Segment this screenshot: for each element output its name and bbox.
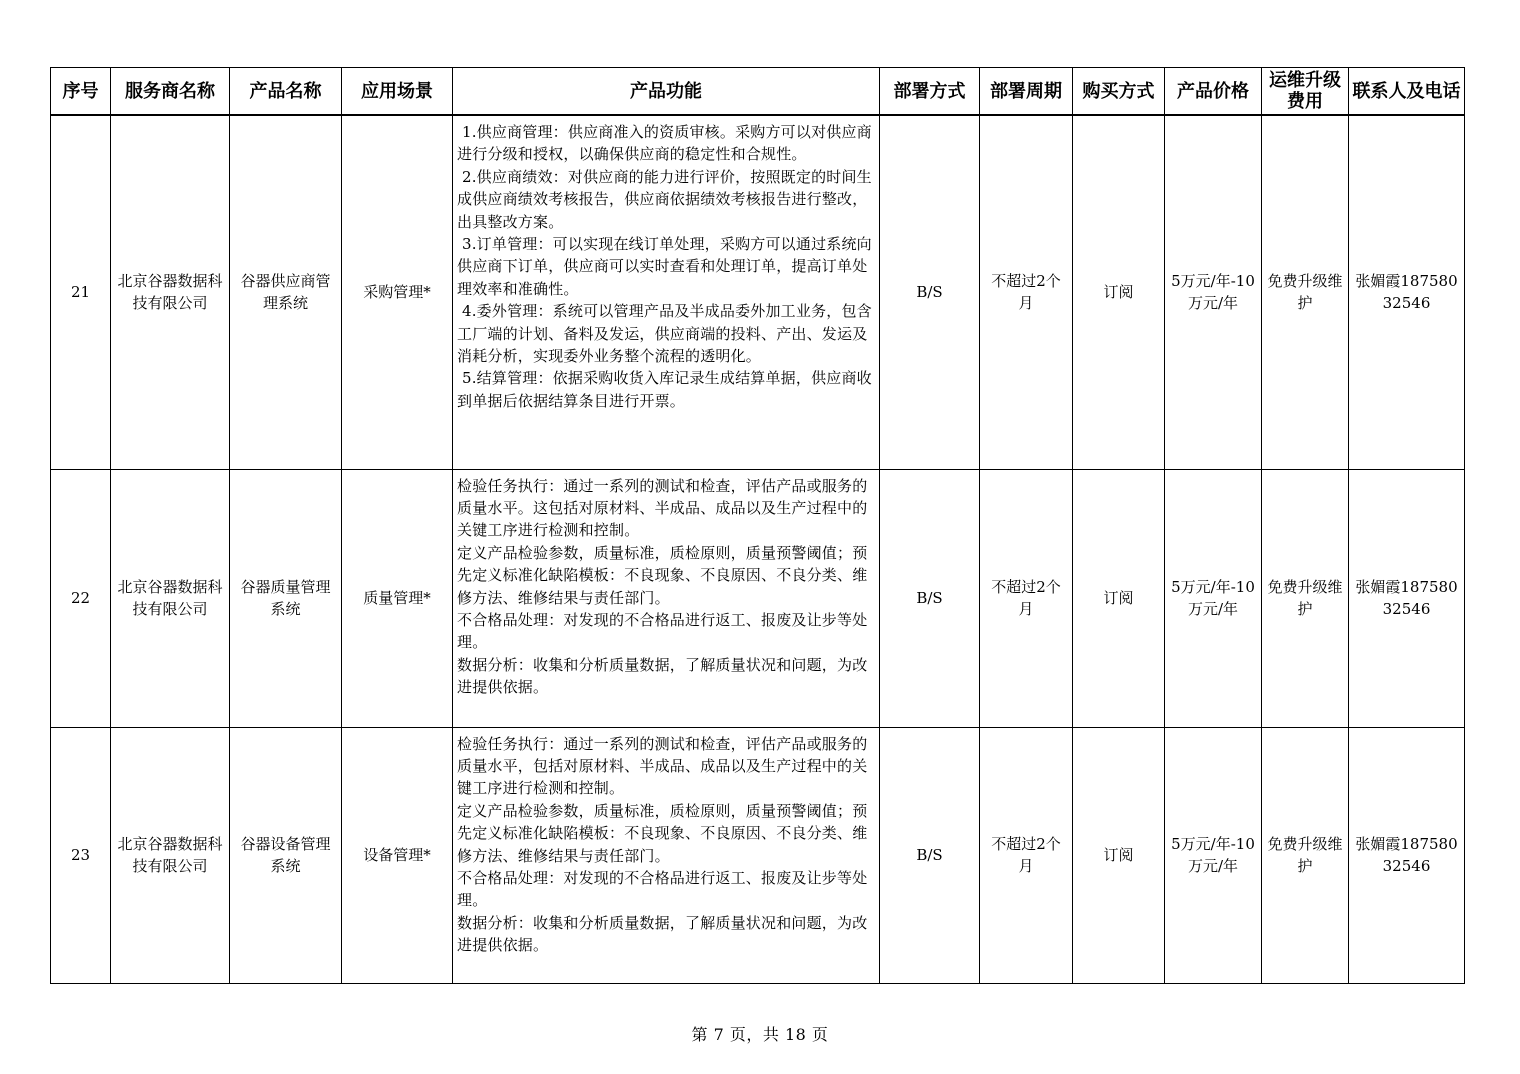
header-row [51,68,1465,116]
function-item: 不合格品处理：对发现的不合格品进行返工、报废及让步等处理。 [457,610,868,652]
table-row [51,115,1465,469]
row-product: 谷器质量管理系统 [230,469,342,727]
function-item: 检验任务执行：通过一系列的测试和检查，评估产品或服务的质量水平。这包括对原材料、半成品、成品以及生产过程中的关键工序进行检测和控制。 [457,476,868,540]
col-header-deploy-method: 部署方式 [880,68,980,116]
row-scenario: 质量管理* [342,469,453,727]
row-index: 22 [51,469,111,727]
row-purchase: 订阅 [1073,727,1165,983]
function-item: 3.订单管理：可以实现在线订单处理，采购方可以通过系统向供应商下订单，供应商可以实时查看和处理订单，提高订单处理效率和准确性。 [457,235,872,298]
row-scenario: 设备管理* [342,727,453,983]
row-maintenance: 免费升级维护 [1262,469,1349,727]
row-deploy-method: B/S [880,115,980,469]
function-item: 5.结算管理：依据采购收货入库记录生成结算单据，供应商收到单据后依据结算条目进行开票。 [457,369,872,410]
row-deploy-method: B/S [880,727,980,983]
row-maintenance: 免费升级维护 [1262,115,1349,469]
col-header-maintenance: 运维升级费用 [1262,68,1349,116]
row-maintenance: 免费升级维护 [1262,727,1349,983]
row-price: 5万元/年-10万元/年 [1165,727,1262,983]
page-footer: 第 7 页，共 18 页 [691,1025,829,1044]
row-purchase: 订阅 [1073,469,1165,727]
col-header-scenario: 应用场景 [342,68,453,116]
row-deploy-period: 不超过2个月 [980,115,1073,469]
row-index: 23 [51,727,111,983]
col-header-product: 产品名称 [230,68,342,116]
row-functions [453,469,880,727]
col-header-index: 序号 [51,68,111,116]
function-item: 检验任务执行：通过一系列的测试和检查，评估产品或服务的质量水平，包括对原材料、半成品、成品以及生产过程中的关键工序进行检测和控制。 [457,734,868,798]
function-item: 1.供应商管理：供应商准入的资质审核。采购方可以对供应商进行分级和授权，以确保供应商的稳定性和合规性。 [457,123,872,164]
function-item: 定义产品检验参数，质量标准，质检原则，质量预警阈值；预先定义标准化缺陷模板：不良现象、不良原因、不良分类、维修方法、维修结果与责任部门。 [457,543,868,607]
col-header-contact: 联系人及电话 [1349,68,1465,116]
function-item: 2.供应商绩效：对供应商的能力进行评价，按照既定的时间生成供应商绩效考核报告，供应商依据绩效考核报告进行整改，出具整改方案。 [457,167,872,231]
function-item: 4.委外管理：系统可以管理产品及半成品委外加工业务，包含工厂端的计划、备料及发运，供应商端的投料、产出、发运及消耗分析，实现委外业务整个流程的透明化。 [457,302,872,366]
table-row [51,469,1465,727]
row-deploy-method: B/S [880,469,980,727]
row-functions [453,115,880,469]
row-contact: 张媚霞18758032546 [1349,727,1465,983]
row-deploy-period: 不超过2个月 [980,469,1073,727]
col-header-deploy-period: 部署周期 [980,68,1073,116]
row-product: 谷器供应商管理系统 [230,115,342,469]
function-item: 数据分析：收集和分析质量数据，了解质量状况和问题，为改进提供依据。 [457,913,868,955]
function-item: 定义产品检验参数，质量标准，质检原则，质量预警阈值；预先定义标准化缺陷模板：不良现象、不良原因、不良分类、维修方法、维修结果与责任部门。 [457,801,868,865]
row-contact: 张媚霞18758032546 [1349,469,1465,727]
row-index: 21 [51,115,111,469]
row-functions [453,727,880,983]
row-provider: 北京谷器数据科技有限公司 [111,469,230,727]
row-provider: 北京谷器数据科技有限公司 [111,115,230,469]
function-item: 不合格品处理：对发现的不合格品进行返工、报废及让步等处理。 [457,868,868,910]
row-product: 谷器设备管理系统 [230,727,342,983]
row-contact: 张媚霞18758032546 [1349,115,1465,469]
row-price: 5万元/年-10万元/年 [1165,469,1262,727]
row-deploy-period: 不超过2个月 [980,727,1073,983]
product-table [50,67,1465,984]
row-provider: 北京谷器数据科技有限公司 [111,727,230,983]
row-price: 5万元/年-10万元/年 [1165,115,1262,469]
col-header-functions: 产品功能 [453,68,880,116]
col-header-purchase: 购买方式 [1073,68,1165,116]
function-item: 数据分析：收集和分析质量数据，了解质量状况和问题，为改进提供依据。 [457,655,868,697]
col-header-price: 产品价格 [1165,68,1262,116]
row-scenario: 采购管理* [342,115,453,469]
row-purchase: 订阅 [1073,115,1165,469]
col-header-provider: 服务商名称 [111,68,230,116]
table-row [51,727,1465,983]
